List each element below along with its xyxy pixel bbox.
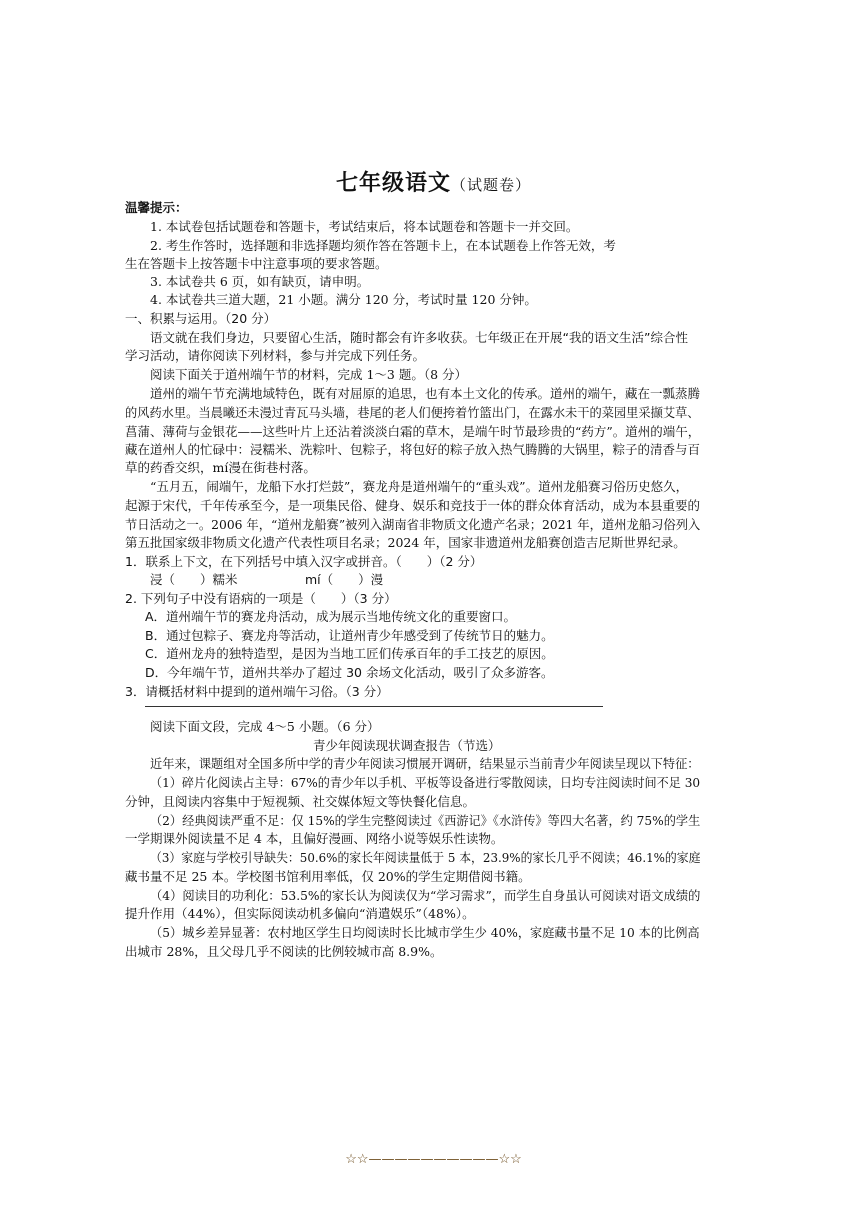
reading-2-prompt: 阅读下面文段，完成 4～5 小题。（6 分） [150,719,380,734]
tip-line: 1. 本试卷包括试题卷和答题卡，考试结束后，将本试题卷和答题卡一并交回。 [150,219,579,234]
question-2-option: B．通过包粽子、赛龙舟等活动，让道州青少年感受到了传统节日的魅力。 [145,628,554,643]
report-line: （2）经典阅读严重不足：仅 15%的学生完整阅读过《西游记》《水浒传》等四大名著，约 75%的学生 [150,813,701,828]
section-heading: 一、积累与运用。（20 分） [125,311,277,326]
tips-heading: 温馨提示： [125,200,188,215]
question-2-option: D．今年端午节，道州共举办了超过 30 余场文化活动，吸引了众多游客。 [145,665,554,680]
title-subtitle: （试题卷） [451,176,532,194]
intro-line: 语文就在我们身边，只要留心生活，随时都会有许多收获。七年级正在开展“我的语文生活”综合性 [150,330,688,345]
report-line: （1）碎片化阅读占主导：67%的青少年以手机、平板等设备进行零散阅读，日均专注阅读时间不足 30 [150,775,701,790]
report-line: 分钟，且阅读内容集中于短视频、社交媒体短文等快餐化信息。 [125,794,476,809]
passage-line: 起源于宋代，千年传承至今，是一项集民俗、健身、娱乐和竞技于一体的群众体育活动，成为本县重要的 [125,498,701,513]
passage-line: 道州的端午节充满地域特色，既有对屈原的追思，也有本土文化的传承。道州的端午，藏在一瓢蒸腾 [150,386,701,401]
question-2-option: A．道州端午节的赛龙舟活动，成为展示当地传统文化的重要窗口。 [145,609,517,624]
tip-line: 2. 考生作答时，选择题和非选择题均须作答在答题卡上，在本试题卷上作答无效，考 [150,238,616,253]
answer-divider-line [145,706,603,707]
tip-line: 生在答题卡上按答题卡中注意事项的要求答题。 [125,256,388,271]
report-line: 提升作用（44%），但实际阅读动机多偏向“消遣娱乐”（48%）。 [125,906,475,921]
page-title [0,166,867,197]
question-2-option: C．道州龙舟的独特造型，是因为当地工匠们传承百年的手工技艺的原因。 [145,646,554,661]
question-1-blank-a: 浸（ ）糯米 [150,572,238,587]
question-1-stem: 1．联系上下文，在下列括号中填入汉字或拼音。（ ）（2 分） [125,554,483,569]
report-title: 青少年阅读现状调查报告（节选） [313,738,501,753]
passage-line: 藏在道州人的忙碌中：浸糯米、洗粽叶、包粽子，将包好的粽子放入热气腾腾的大锅里，粽子的清香与百 [125,442,701,457]
passage-line: 节日活动之一。2006 年，“道州龙船赛”被列入湖南省非物质文化遗产名录；2021 年，道州龙船习俗列入 [125,517,701,532]
question-2-stem: 2. 下列句子中没有语病的一项是（ ）（3 分） [125,591,397,606]
material-prompt: 阅读下面关于道州端午节的材料，完成 1～3 题。（8 分） [150,367,468,382]
report-line: 近年来，课题组对全国多所中学的青少年阅读习惯展开调研，结果显示当前青少年阅读呈现以下特征： [150,756,700,771]
question-1-blank-b: mí（ ）漫 [305,572,384,587]
report-line: 一学期课外阅读量不足 4 本，且偏好漫画、网络小说等娱乐性读物。 [125,831,504,846]
tip-line: 4. 本试卷共三道大题，21 小题。满分 120 分，考试时量 120 分钟。 [150,292,537,307]
passage-line: 菖蒲、薄荷与金银花——这些叶片上还沾着淡淡白霜的草木，是端午时节最珍贵的“药方”。道州的端午， [125,424,701,439]
passage-line: “五月五，闹端午，龙船下水打烂鼓”，赛龙舟是道州端午的“重头戏”。道州龙船赛习俗历史悠久， [150,479,689,494]
report-line: （4）阅读目的功利化：53.5%的家长认为阅读仅为“学习需求”，而学生自身虽认可阅读对语文成绩的 [150,888,701,903]
report-line: （3）家庭与学校引导缺失：50.6%的家长年阅读量低于 5 本，23.9%的家长几乎不阅读；46.1%的家庭 [150,850,701,865]
report-line: 出城市 28%，且父母几乎不阅读的比例较城市高 8.9%。 [125,944,443,959]
passage-line: 第五批国家级非物质文化遗产代表性项目名录；2024 年，国家非遗道州龙船赛创造吉尼斯世界纪录。 [125,535,686,550]
title-main: 七年级语文 [335,170,451,196]
passage-line: 草的药香交织，mí漫在街巷村落。 [125,460,316,475]
passage-line: 的风药水里。当晨曦还未漫过青瓦马头墙，巷尾的老人们便挎着竹篮出门，在露水未干的菜园里采撷艾草、 [125,405,700,420]
intro-line: 学习活动，请你阅读下列材料，参与并完成下列任务。 [125,348,426,363]
report-line: （5）城乡差异显著：农村地区学生日均阅读时长比城市学生少 40%，家庭藏书量不足 10 本的比例高 [150,925,700,940]
footer-decoration: ☆☆——————————☆☆ [345,1152,522,1167]
question-3-stem: 3．请概括材料中提到的道州端午习俗。（3 分） [125,684,389,699]
tip-line: 3. 本试卷共 6 页，如有缺页，请申明。 [150,274,370,289]
report-line: 藏书量不足 25 本。学校图书馆利用率低，仅 20%的学生定期借阅书籍。 [125,869,531,884]
